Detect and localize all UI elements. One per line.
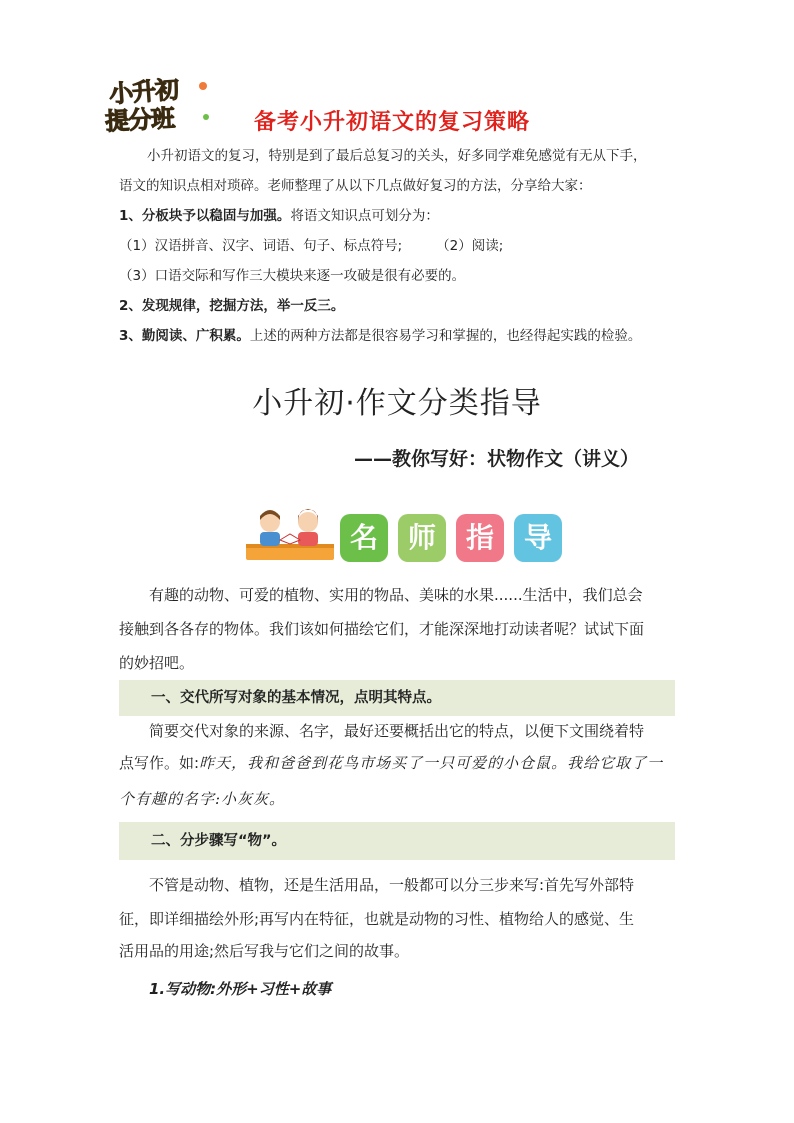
guide-tile: 师 [398,514,446,562]
intro-item-3-bold: 3、勤阅读、广积累。 [119,328,250,344]
paragraph-line: 的妙招吧。 [119,654,195,672]
logo-decoration [199,82,207,90]
intro-line: 小升初语文的复习，特别是到了最后总复习的关头，好多同学难免感觉有无从下手， [147,148,647,164]
paragraph-line: 接触到各各存的物体。我们该如何描绘它们，才能深深地打动读者呢？试试下面 [119,620,645,638]
intro-item-2-bold: 2、发现规律，挖掘方法，举一反三。 [119,298,345,314]
example-text: 个有趣的名字:小灰灰。 [119,790,286,808]
intro-sub-line [119,236,679,256]
logo [103,72,211,136]
guide-tile: 名 [340,514,388,562]
paragraph-line [119,746,677,780]
intro-item-2 [119,296,679,316]
logo-decoration [203,114,209,120]
intro-sub-b: （2）阅读; [436,238,504,254]
paragraph-line: 不管是动物、植物，还是生活用品，一般都可以分三步来写:首先写外部特 [149,876,635,894]
intro-item-1-bold: 1、分板块予以稳固与加强。 [119,208,291,224]
guide-tile: 导 [514,514,562,562]
students-reading-icon [244,506,336,562]
header-title: 备考小升初语文的复习策略 [254,110,531,135]
intro-item-1-rest: 将语文知识点可划分为： [290,208,439,224]
logo-line2: 提分班 [104,104,175,136]
subtitle: ——教你写好：状物作文（讲义） [354,448,640,470]
paragraph-line: 活用品的用途;然后写我与它们之间的故事。 [119,942,410,960]
intro-item-1 [119,206,679,226]
section-heading: 一、交代所写对象的基本情况，点明其特点。 [119,680,675,716]
paragraph-line: 有趣的动物、可爱的植物、实用的物品、美味的水果......生活中，我们总会 [149,586,643,604]
example-label: 点写作。如: [119,754,200,772]
section-heading: 二、分步骤写“物”。 [119,822,675,860]
intro-sub-a: （1）汉语拼音、汉字、词语、句子、标点符号; [119,238,403,254]
paragraph-line: 简要交代对象的来源、名字，最好还要概括出它的特点，以便下文围绕着特 [149,722,645,740]
intro-line: 语文的知识点相对琐碎。老师整理了从以下几点做好复习的方法，分享给大家： [119,178,592,194]
intro-sub-c: （3）口语交际和写作三大模块来逐一攻破是很有必要的。 [119,268,466,284]
intro-item-3 [119,326,679,346]
subsection-heading: 1.写动物:外形+习性+故事 [149,980,332,998]
example-text: 昨天，我和爸爸到花鸟市场买了一只可爱的小仓鼠。我给它取了一 [199,754,664,772]
teacher-guide-banner [244,506,570,562]
logo-line1: 小升初 [108,75,180,109]
guide-tile: 指 [456,514,504,562]
paragraph-line: 征，即详细描绘外形;再写内在特征，也就是动物的习性、植物给人的感觉、生 [119,910,635,928]
main-title: 小升初·作文分类指导 [252,386,542,421]
intro-item-3-rest: 上述的两种方法都是很容易学习和掌握的，也经得起实践的检验。 [249,328,642,344]
